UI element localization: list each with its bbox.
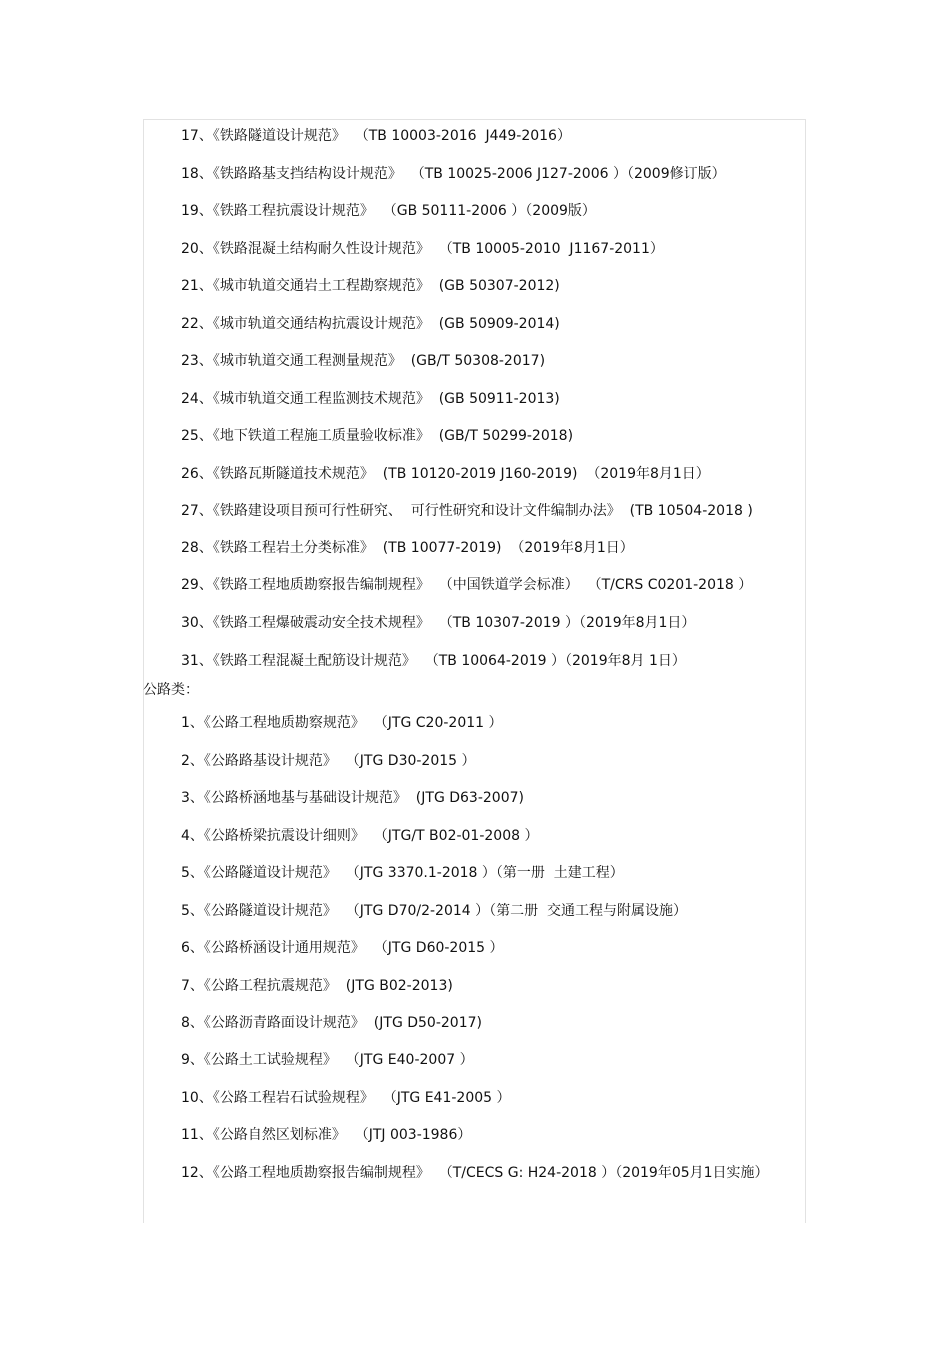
list-item: 12、《公路工程地质勘察报告编制规程》 （T/CECS G: H24-2018 ）（2019年05月1日实施） <box>181 1165 769 1181</box>
list-item: 25、《地下铁道工程施工质量验收标准》 (GB/T 50299-2018) <box>181 428 574 444</box>
list-item: 2、《公路路基设计规范》 （JTG D30-2015 ） <box>181 753 476 769</box>
list-item: 9、《公路土工试验规程》 （JTG E40-2007 ） <box>181 1052 474 1068</box>
list-item: 24、《城市轨道交通工程监测技术规范》 (GB 50911-2013) <box>181 391 560 407</box>
section-heading: 公路类： <box>143 682 199 698</box>
list-item: 26、《铁路瓦斯隧道技术规范》 (TB 10120-2019 J160-2019) （2019年8月1日） <box>181 466 710 482</box>
list-item: 5、《公路隧道设计规范》 （JTG D70/2-2014 ）（第二册 交通工程与附属设施） <box>181 903 688 919</box>
list-item: 28、《铁路工程岩土分类标准》 (TB 10077-2019) （2019年8月1日） <box>181 540 634 556</box>
list-item: 6、《公路桥涵设计通用规范》 （JTG D60-2015 ） <box>181 940 504 956</box>
list-item: 19、《铁路工程抗震设计规范》 （GB 50111-2006 ）（2009版） <box>181 203 596 219</box>
list-item: 29、《铁路工程地质勘察报告编制规程》 （中国铁道学会标准） （T/CRS C0201-2018 ） <box>181 577 753 593</box>
list-item: 5、《公路隧道设计规范》 （JTG 3370.1-2018 ）（第一册 土建工程） <box>181 865 624 881</box>
list-item: 8、《公路沥青路面设计规范》 (JTG D50-2017) <box>181 1015 482 1031</box>
list-item: 31、《铁路工程混凝土配筋设计规范》 （TB 10064-2019 ）（2019年8月 1日） <box>181 653 686 669</box>
list-item: 30、《铁路工程爆破震动安全技术规程》 （TB 10307-2019 ）（2019年8月1日） <box>181 615 696 631</box>
list-item: 23、《城市轨道交通工程测量规范》 (GB/T 50308-2017) <box>181 353 546 369</box>
list-item: 10、《公路工程岩石试验规程》 （JTG E41-2005 ） <box>181 1090 511 1106</box>
list-item: 17、《铁路隧道设计规范》 （TB 10003-2016 J449-2016） <box>181 128 571 144</box>
list-item: 4、《公路桥梁抗震设计细则》 （JTG/T B02-01-2008 ） <box>181 828 539 844</box>
list-item: 18、《铁路路基支挡结构设计规范》 （TB 10025-2006 J127-2006 ）（2009修订版） <box>181 166 726 182</box>
list-item: 21、《城市轨道交通岩土工程勘察规范》 (GB 50307-2012) <box>181 278 560 294</box>
list-item: 7、《公路工程抗震规范》 (JTG B02-2013) <box>181 978 453 994</box>
list-item: 27、《铁路建设项目预可行性研究、 可行性研究和设计文件编制办法》 (TB 10504-2018 ) <box>181 503 753 519</box>
list-item: 1、《公路工程地质勘察规范》 （JTG C20-2011 ） <box>181 715 503 731</box>
list-item: 11、《公路自然区划标准》 （JTJ 003-1986） <box>181 1127 472 1143</box>
list-item: 22、《城市轨道交通结构抗震设计规范》 (GB 50909-2014) <box>181 316 560 332</box>
list-item: 20、《铁路混凝土结构耐久性设计规范》 （TB 10005-2010 J1167-2011） <box>181 241 664 257</box>
list-item: 3、《公路桥涵地基与基础设计规范》 (JTG D63-2007) <box>181 790 524 806</box>
